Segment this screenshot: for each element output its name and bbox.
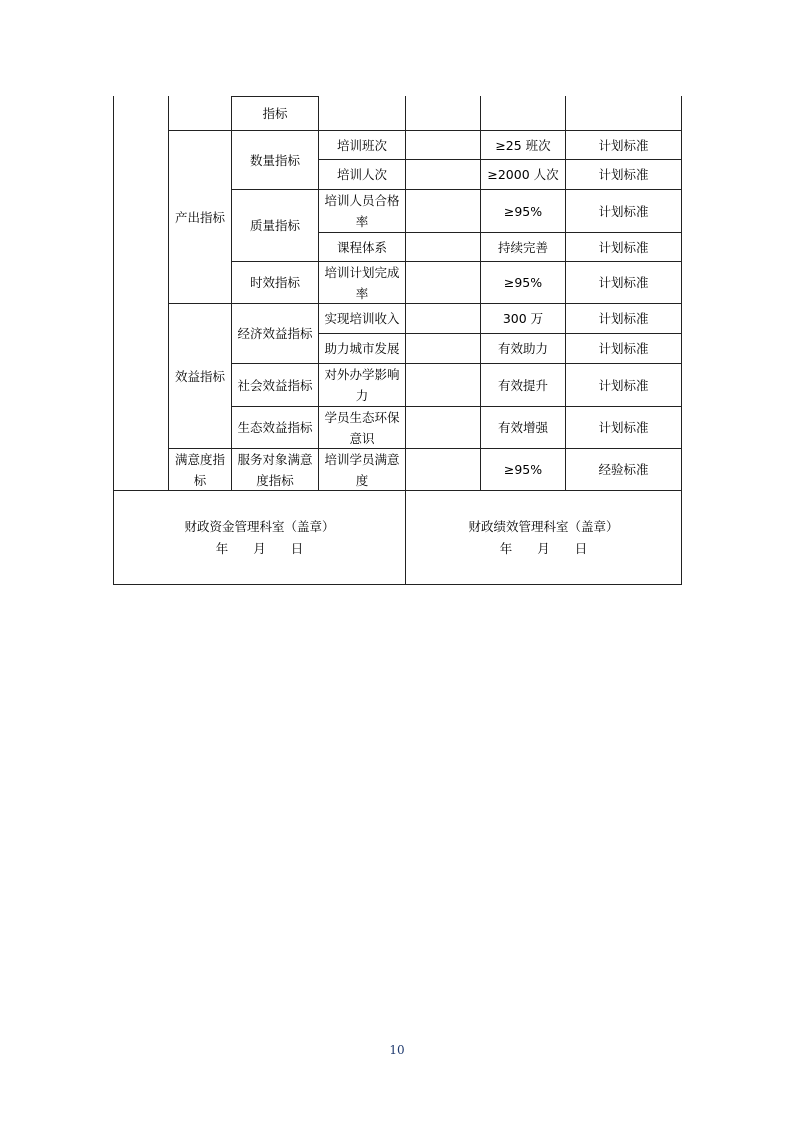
indicator-cell: 培训人员合格率 xyxy=(318,189,406,233)
basis-cell: 计划标准 xyxy=(565,189,682,233)
empty-cell xyxy=(405,406,481,449)
level1-benefit: 效益指标 xyxy=(168,303,232,449)
basis-cell: 计划标准 xyxy=(565,303,682,334)
empty-cell xyxy=(405,96,481,131)
basis-cell: 计划标准 xyxy=(565,363,682,407)
empty-cell xyxy=(405,130,481,160)
level2-social: 社会效益指标 xyxy=(231,363,319,407)
level1-satisfaction: 满意度指标 xyxy=(168,448,232,491)
level2-satisfaction: 服务对象满意度指标 xyxy=(231,448,319,491)
level2-economic: 经济效益指标 xyxy=(231,303,319,364)
indicator-cell: 助力城市发展 xyxy=(318,333,406,364)
empty-cell xyxy=(405,448,481,491)
empty-cell xyxy=(318,96,406,131)
indicator-cell: 培训班次 xyxy=(318,130,406,160)
empty-cell xyxy=(405,303,481,334)
level1-output: 产出指标 xyxy=(168,130,232,304)
empty-cell xyxy=(405,189,481,233)
office-name: 财政资金管理科室（盖章） xyxy=(184,518,335,534)
empty-cell xyxy=(480,96,566,131)
basis-cell: 计划标准 xyxy=(565,159,682,190)
value-cell: ≥25 班次 xyxy=(480,130,566,160)
date-line: 年 月 日 xyxy=(499,540,588,556)
value-cell: 持续完善 xyxy=(480,232,566,262)
indicator-cell: 培训学员满意度 xyxy=(318,448,406,491)
indicator-cell: 对外办学影响力 xyxy=(318,363,406,407)
indicator-cell: 培训人次 xyxy=(318,159,406,190)
empty-cell xyxy=(405,261,481,304)
date-line: 年 月 日 xyxy=(215,540,304,556)
value-cell: 有效助力 xyxy=(480,333,566,364)
basis-cell: 计划标准 xyxy=(565,130,682,160)
basis-cell: 计划标准 xyxy=(565,333,682,364)
level2-cell: 指标 xyxy=(231,96,319,131)
office-name: 财政绩效管理科室（盖章） xyxy=(468,518,619,534)
value-cell: ≥95% xyxy=(480,189,566,233)
level2-timeliness: 时效指标 xyxy=(231,261,319,304)
level2-quality: 质量指标 xyxy=(231,189,319,262)
value-cell: ≥2000 人次 xyxy=(480,159,566,190)
signature-performance xyxy=(405,490,682,585)
empty-cell xyxy=(405,333,481,364)
empty-cell xyxy=(405,232,481,262)
level2-ecological: 生态效益指标 xyxy=(231,406,319,449)
value-cell: 有效提升 xyxy=(480,363,566,407)
empty-cell xyxy=(405,363,481,407)
empty-cell xyxy=(405,159,481,190)
signature-finance-funds xyxy=(113,490,406,585)
page-number: 10 xyxy=(389,1043,405,1057)
basis-cell: 计划标准 xyxy=(565,232,682,262)
value-cell: ≥95% xyxy=(480,261,566,304)
empty-cell xyxy=(168,96,232,131)
empty-cell xyxy=(565,96,682,131)
indicator-cell: 实现培训收入 xyxy=(318,303,406,334)
level2-quantity: 数量指标 xyxy=(231,130,319,190)
indicator-cell: 课程体系 xyxy=(318,232,406,262)
basis-cell: 经验标准 xyxy=(565,448,682,491)
indicator-cell: 学员生态环保意识 xyxy=(318,406,406,449)
value-cell: 300 万 xyxy=(480,303,566,334)
indicator-cell: 培训计划完成率 xyxy=(318,261,406,304)
outer-column-cell xyxy=(113,96,169,491)
value-cell: 有效增强 xyxy=(480,406,566,449)
basis-cell: 计划标准 xyxy=(565,261,682,304)
basis-cell: 计划标准 xyxy=(565,406,682,449)
value-cell: ≥95% xyxy=(480,448,566,491)
